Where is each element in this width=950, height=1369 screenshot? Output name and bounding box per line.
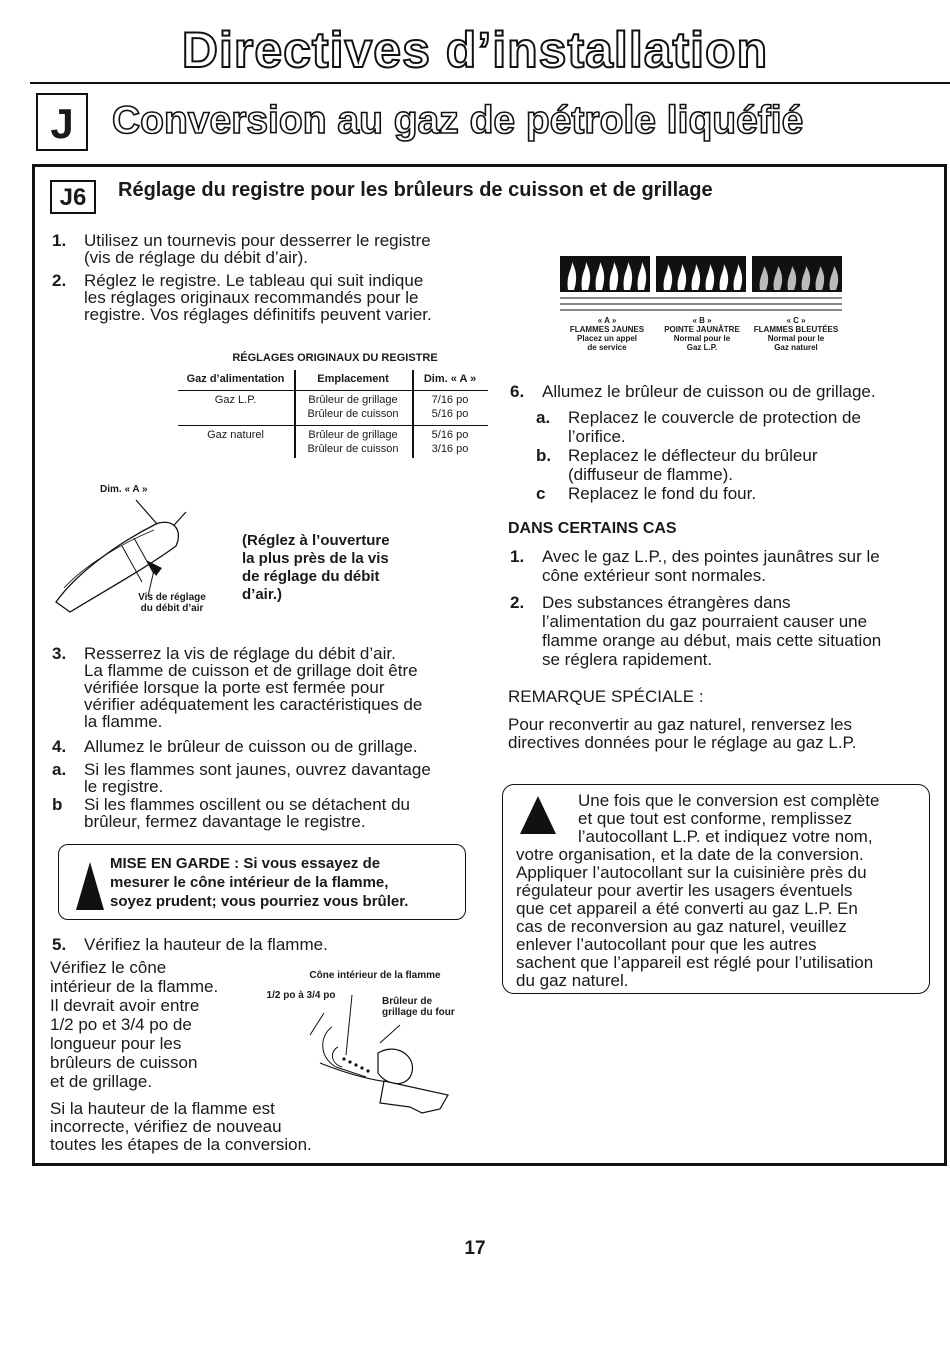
step-number: b. bbox=[536, 446, 552, 465]
table-rule bbox=[178, 390, 488, 391]
flame-a-image bbox=[560, 256, 650, 292]
note-line: l’autocollant L.P. et indiquez votre nom, bbox=[578, 827, 873, 846]
cone-range-label: 1/2 po à 3/4 po bbox=[266, 990, 336, 1001]
step-text: Utilisez un tournevis pour desserrer le registre bbox=[84, 231, 431, 250]
note-line: votre organisation, et la date de la conversion. bbox=[516, 845, 864, 864]
air-screw-label-line: Vis de réglage bbox=[138, 592, 206, 603]
step-text: Replacez le déflecteur du brûleur bbox=[568, 446, 818, 465]
adjust-note-line: la plus près de la vis bbox=[242, 550, 389, 567]
flame-c-image bbox=[752, 256, 842, 292]
note-line: du gaz naturel. bbox=[516, 971, 629, 990]
adjust-note-line: de réglage du débit bbox=[242, 568, 380, 585]
adjust-note-line: d’air.) bbox=[242, 586, 283, 603]
note-line: que cet appareil a été converti au gaz L.P. En bbox=[516, 899, 858, 918]
table-cell: 5/16 po bbox=[431, 408, 469, 420]
step-text: Replacez le fond du four. bbox=[568, 484, 757, 503]
flame-b-line: Gaz L.P. bbox=[686, 343, 718, 352]
flame-b-line: Normal pour le bbox=[673, 334, 731, 343]
item-text: cône extérieur sont normales. bbox=[542, 566, 766, 585]
adjust-note bbox=[242, 532, 390, 604]
flame-cone-illustration bbox=[280, 985, 480, 1120]
flame-c-title: FLAMMES BLEUTÉES bbox=[753, 325, 839, 334]
step-5-line: Il devrait avoir entre bbox=[50, 996, 200, 1015]
step-text: (diffuseur de flamme). bbox=[568, 465, 734, 484]
step-text: Vérifiez la hauteur de la flamme. bbox=[84, 935, 328, 954]
item-number: 2. bbox=[510, 593, 525, 612]
warning-line: soyez prudent; vous pourriez vous brûler. bbox=[110, 893, 409, 910]
step-text: Allumez le brûleur de cuisson ou de grillage. bbox=[542, 382, 876, 401]
step-5-line: intérieur de la flamme. bbox=[50, 977, 219, 996]
warning-triangle-icon bbox=[518, 794, 558, 836]
step-5-heading bbox=[52, 935, 328, 954]
item-text: Des substances étrangères dans bbox=[542, 593, 791, 612]
step-number: 1. bbox=[52, 231, 67, 250]
step-text: vérifiée lorsque la porte est fermée pour bbox=[84, 678, 385, 697]
certain-cases-heading: DANS CERTAINS CAS bbox=[508, 520, 677, 537]
title-divider bbox=[30, 82, 950, 84]
note-line: cas de reconversion au gaz naturel, veuillez bbox=[516, 917, 847, 936]
table-cell: Gaz naturel bbox=[207, 429, 264, 441]
flame-c-letter: « C » bbox=[786, 316, 806, 325]
table-header: Gaz d’alimentation bbox=[186, 373, 285, 385]
step-5-detail bbox=[50, 958, 260, 1091]
table-cell: 7/16 po bbox=[431, 394, 469, 406]
air-screw-label bbox=[122, 592, 222, 614]
table-header: Dim. « A » bbox=[423, 373, 477, 385]
step-number: 2. bbox=[52, 271, 67, 290]
item-text: se réglera rapidement. bbox=[542, 650, 713, 669]
table-cell: Brûleur de cuisson bbox=[307, 408, 399, 420]
note-line: sachent que l’appareil est réglé pour l’utilisation bbox=[516, 953, 874, 972]
note-line: et que tout est conforme, remplissez bbox=[578, 809, 853, 828]
warning-line: mesurer le cône intérieur de la flamme, bbox=[110, 874, 389, 891]
flame-b-title: POINTE JAUNÂTRE bbox=[664, 325, 740, 334]
step-5-line: incorrecte, vérifiez de nouveau bbox=[50, 1117, 282, 1136]
step-number: 5. bbox=[52, 935, 67, 954]
step-text: Resserrez la vis de réglage du débit d’air. bbox=[84, 644, 396, 663]
step-number: 4. bbox=[52, 737, 67, 756]
warning-line: MISE EN GARDE : Si vous essayez de bbox=[110, 855, 381, 872]
step-number: a. bbox=[536, 408, 551, 427]
subsection-code-box: J6 bbox=[50, 180, 96, 214]
item-text: flamme orange au début, mais cette situation bbox=[542, 631, 882, 650]
step-text: registre. Vos réglages définitifs peuvent varier. bbox=[84, 305, 432, 324]
note-line: enlever l’autocollant pour que les autres bbox=[516, 935, 817, 954]
page-number: 17 bbox=[464, 1238, 486, 1259]
table-cell: Brûleur de cuisson bbox=[307, 443, 399, 455]
note-line: Appliquer l’autocollant sur la cuisinière près du bbox=[516, 863, 867, 882]
dim-a-label: Dim. « A » bbox=[100, 484, 148, 495]
broil-burner-label-line: grillage du four bbox=[382, 1007, 455, 1018]
air-screw-label-line: du débit d’air bbox=[140, 603, 204, 614]
table-cell: 3/16 po bbox=[431, 443, 469, 455]
item-number: 1. bbox=[510, 547, 525, 566]
step-text: vérifier adéquatement les caractéristiques de bbox=[84, 695, 423, 714]
step-number: b bbox=[52, 795, 63, 814]
section-letter-box: J bbox=[36, 93, 88, 151]
step-text: Si les flammes oscillent ou se détachent du bbox=[84, 795, 411, 814]
table-caption: RÉGLAGES ORIGINAUX DU REGISTRE bbox=[232, 352, 438, 364]
flame-a-letter: « A » bbox=[597, 316, 617, 325]
flame-a-line: de service bbox=[587, 343, 627, 352]
step-number: 3. bbox=[52, 644, 67, 663]
special-note-text bbox=[508, 716, 928, 752]
table-rule bbox=[178, 425, 488, 426]
note-line: Une fois que le conversion est complète bbox=[578, 791, 880, 810]
step-5-line: longueur pour les bbox=[50, 1034, 182, 1053]
flame-a-title: FLAMMES JAUNES bbox=[569, 325, 645, 334]
flame-c-line: Gaz naturel bbox=[774, 343, 818, 352]
special-note-heading: REMARQUE SPÉCIALE : bbox=[508, 687, 704, 706]
item-text: l’alimentation du gaz pourraient causer une bbox=[542, 612, 868, 631]
step-text: Replacez le couvercle de protection de bbox=[568, 408, 861, 427]
step-5-line: brûleurs de cuisson bbox=[50, 1053, 198, 1072]
step-text: la flamme. bbox=[84, 712, 163, 731]
note-body bbox=[516, 846, 926, 990]
flame-c-caption bbox=[748, 316, 844, 352]
warning-triangle-icon bbox=[74, 860, 106, 912]
step-5-line: Si la hauteur de la flamme est bbox=[50, 1099, 275, 1118]
step-number: 6. bbox=[510, 382, 525, 401]
table-cell: 5/16 po bbox=[431, 429, 469, 441]
step-text: les réglages originaux recommandés pour le bbox=[84, 288, 419, 307]
step-text: brûleur, fermez davantage le registre. bbox=[84, 812, 366, 831]
flame-a-caption bbox=[560, 316, 654, 352]
cone-label: Cône intérieur de la flamme bbox=[309, 970, 441, 981]
step-text: Si les flammes sont jaunes, ouvrez davantage bbox=[84, 760, 431, 779]
step-5-line: Vérifiez le cône bbox=[50, 958, 167, 977]
table-cell: Gaz L.P. bbox=[214, 394, 257, 406]
warning-text bbox=[110, 854, 408, 911]
step-number: a. bbox=[52, 760, 67, 779]
flame-b-image bbox=[656, 256, 746, 292]
table-cell: Brûleur de grillage bbox=[308, 429, 398, 441]
step-5-line: 1/2 po et 3/4 po de bbox=[50, 1015, 192, 1034]
note-line: régulateur pour avertir les usagers éventuels bbox=[516, 881, 853, 900]
flame-c-line: Normal pour le bbox=[767, 334, 825, 343]
step-text: Réglez le registre. Le tableau qui suit indique bbox=[84, 271, 424, 290]
broil-burner-label-line: Brûleur de bbox=[382, 996, 433, 1007]
step-5-line: et de grillage. bbox=[50, 1072, 153, 1091]
step-text: La flamme de cuisson et de grillage doit être bbox=[84, 661, 418, 680]
item-text: Avec le gaz L.P., des pointes jaunâtres sur le bbox=[542, 547, 880, 566]
note-intro bbox=[578, 792, 879, 846]
step-text: le registre. bbox=[84, 777, 164, 796]
flame-a-line: Placez un appel bbox=[576, 334, 638, 343]
step-text: (vis de réglage du débit d’air). bbox=[84, 248, 308, 267]
table-cell: Brûleur de grillage bbox=[308, 394, 398, 406]
flame-types-illustration bbox=[560, 254, 842, 314]
step-5-line: toutes les étapes de la conversion. bbox=[50, 1135, 312, 1154]
section-title: Conversion au gaz de pétrole liquéfié bbox=[112, 99, 804, 142]
special-note-line: directives données pour le réglage au gaz L.P. bbox=[508, 733, 857, 752]
adjust-note-line: (Réglez à l’ouverture bbox=[242, 532, 390, 549]
flame-b-caption bbox=[654, 316, 750, 352]
flame-b-letter: « B » bbox=[692, 316, 712, 325]
special-note-line: Pour reconvertir au gaz naturel, renversez les bbox=[508, 715, 852, 734]
step-number: c bbox=[536, 484, 546, 503]
subsection-title: Réglage du registre pour les brûleurs de cuisson et de grillage bbox=[118, 179, 713, 201]
step-text: l’orifice. bbox=[568, 427, 626, 446]
page-title: Directives d’installation bbox=[181, 22, 769, 78]
table-header: Emplacement bbox=[317, 373, 389, 385]
step-text: Allumez le brûleur de cuisson ou de grillage. bbox=[84, 737, 418, 756]
